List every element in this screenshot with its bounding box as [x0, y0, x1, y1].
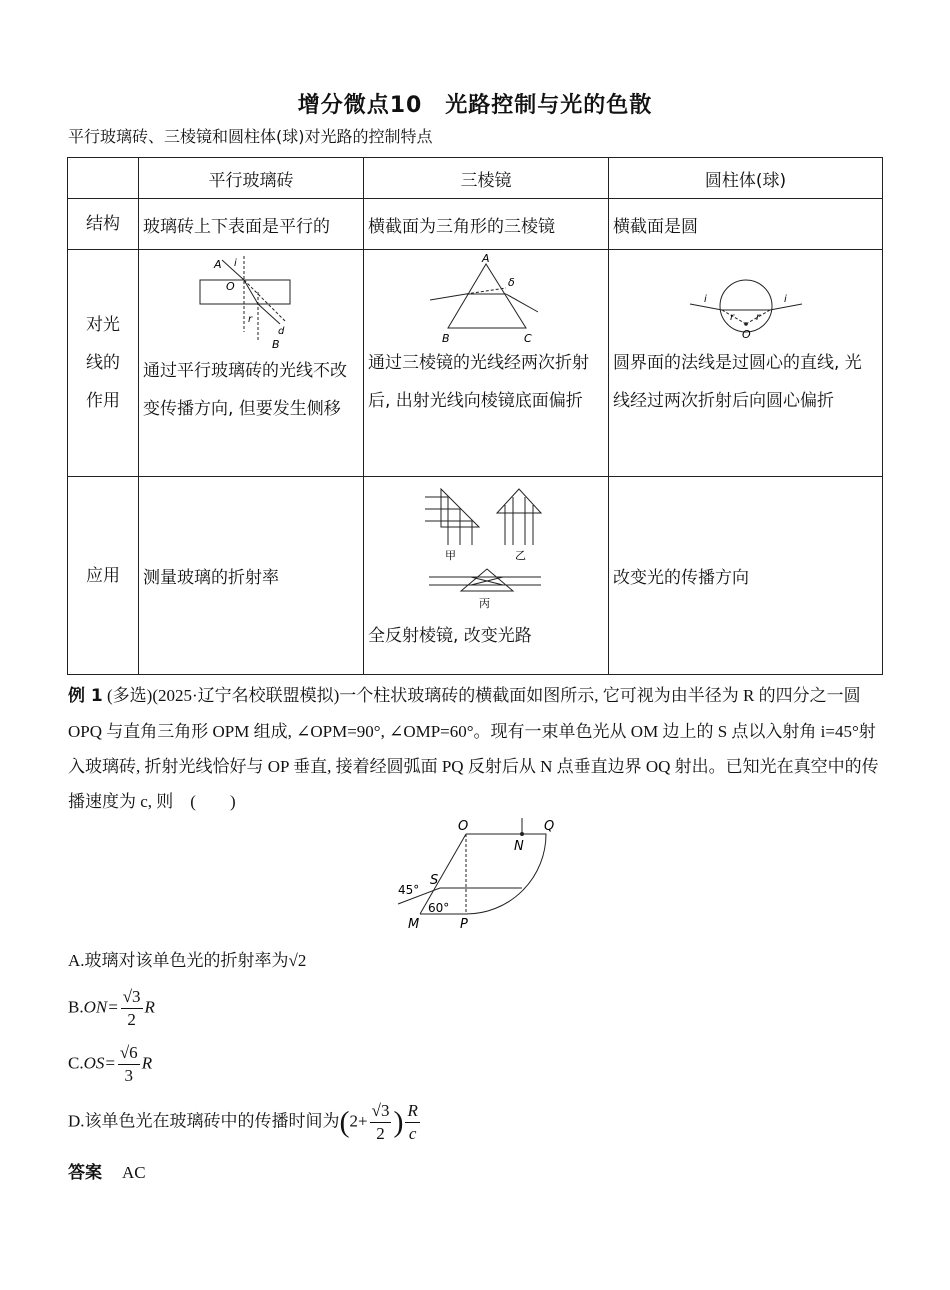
option-d-fraction: [370, 1100, 392, 1145]
option-a-text: A.玻璃对该单色光的折射率为: [68, 951, 289, 970]
option-b-prefix: B.: [68, 997, 84, 1017]
page-title: 增分微点10 光路控制与光的色散: [297, 93, 653, 118]
option-c: [68, 1042, 152, 1087]
effect-cylinder-text: 圆界面的法线是过圆心的直线, 光线经过两次折射后向圆心偏折: [613, 353, 862, 411]
application-prism-text: 全反射棱镜, 改变光路: [368, 626, 532, 646]
structure-cylinder: 横截面是圆: [609, 199, 883, 250]
fig-label-60: 60°: [428, 901, 450, 915]
effect-prism-text: 通过三棱镜的光线经两次折射后, 出射光线向棱镜底面偏折: [368, 353, 589, 411]
option-d-inner: 2+: [349, 1111, 368, 1131]
glass-label-a: A: [214, 258, 222, 271]
option-b-den: 2: [127, 1010, 136, 1029]
option-d-fraction2: [405, 1100, 419, 1145]
option-d-prefix: D.该单色光在玻璃砖中的传播时间为: [68, 1111, 340, 1131]
effect-cylinder: [609, 250, 883, 477]
cyl-label-r1: r: [729, 312, 734, 323]
cyl-label-i2: i: [783, 294, 787, 305]
option-c-num: √6: [118, 1042, 140, 1065]
header-glass-slab: 平行玻璃砖: [139, 158, 364, 199]
effect-label-line3: 作用: [86, 391, 120, 411]
prism-label-delta: δ: [508, 276, 515, 289]
answer-value: AC: [122, 1163, 146, 1182]
application-glass: 测量玻璃的折射率: [139, 477, 364, 675]
glass-label-o: O: [226, 280, 235, 293]
glass-slab-figure: [196, 252, 306, 352]
application-cylinder: 改变光的传播方向: [609, 477, 883, 675]
prism-label-b: B: [442, 332, 450, 344]
glass-label-r: r: [248, 314, 253, 325]
header-prism: 三棱镜: [364, 158, 609, 199]
fig-label-p: P: [460, 917, 468, 932]
fig-label-n: N: [514, 839, 524, 854]
option-d: [68, 1100, 422, 1145]
cylinder-figure: [686, 252, 806, 344]
table-header-row: [68, 158, 883, 199]
glass-label-i: i: [234, 258, 237, 269]
option-d-den2: c: [408, 1124, 417, 1143]
option-a: [68, 946, 306, 971]
comparison-table: [67, 157, 883, 675]
cyl-label-o: O: [741, 328, 751, 341]
option-d-num: √3: [370, 1100, 392, 1123]
table-row-structure: [68, 199, 883, 250]
option-c-suffix: R: [141, 1053, 153, 1073]
glass-label-d: d: [278, 326, 285, 337]
paren-left: (: [339, 1105, 350, 1139]
label-yi: 乙: [515, 549, 526, 562]
total-reflection-prism-figure: [421, 479, 551, 617]
option-d-num2: R: [405, 1100, 419, 1123]
table-row-effect: [68, 250, 883, 477]
example-label: 例 1: [68, 686, 103, 706]
option-b-fraction: [121, 986, 143, 1031]
option-b-suffix: R: [144, 997, 155, 1017]
option-b: [68, 986, 155, 1031]
header-cylinder: 圆柱体(球): [609, 158, 883, 199]
prism-label-a: A: [482, 252, 490, 265]
cyl-label-r2: r: [755, 312, 760, 323]
table-row-application: [68, 477, 883, 675]
paren-right: ): [393, 1105, 404, 1139]
structure-prism: 横截面为三角形的三棱镜: [364, 199, 609, 250]
prism-label-c: C: [524, 332, 532, 344]
effect-label-line2: 线的: [86, 353, 120, 373]
header-empty: [68, 158, 139, 199]
example-1: [68, 678, 884, 819]
option-c-prefix: C.: [68, 1053, 84, 1073]
structure-glass: 玻璃砖上下表面是平行的: [139, 199, 364, 250]
example-figure: [394, 816, 564, 934]
fig-label-q: Q: [544, 819, 555, 834]
effect-glass: [139, 250, 364, 477]
fig-label-45: 45°: [398, 883, 420, 897]
cyl-label-i1: i: [703, 294, 707, 305]
effect-label-line1: 对光: [86, 315, 120, 335]
glass-label-b: B: [272, 338, 280, 351]
answer-label: 答案: [68, 1163, 102, 1183]
answer: [68, 1158, 146, 1183]
option-c-fraction: [118, 1042, 140, 1087]
fig-label-o: O: [458, 819, 469, 834]
application-prism: [364, 477, 609, 675]
option-b-num: √3: [121, 986, 143, 1009]
label-bing: 丙: [479, 597, 490, 610]
row-label-structure: 结构: [68, 199, 139, 250]
fig-label-m: M: [408, 917, 420, 932]
effect-prism: [364, 250, 609, 477]
option-c-lhs: OS=: [83, 1053, 116, 1073]
option-b-lhs: ON=: [83, 997, 119, 1017]
option-c-den: 3: [124, 1066, 134, 1085]
effect-glass-text: 通过平行玻璃砖的光线不改变传播方向, 但要发生侧移: [143, 361, 347, 419]
label-jia: 甲: [445, 549, 456, 562]
example-text: (多选)(2025·辽宁名校联盟模拟)一个柱状玻璃砖的横截面如图所示, 它可视为由半径为 R 的四分之一圆 OPQ 与直角三角形 OPM 组成, ∠OPM=90°, ∠OMP=60°。现有一束单色光从 OM 边上的 S 点以入射角 i=45°射入玻璃砖, 折射光线恰好与 OP 垂直, 接着经圆弧面 PQ 反射后从 N 点垂直边界 OQ 射出。已知光在真空中的传播速度为 c, 则 ( ): [68, 686, 879, 811]
prism-figure: [426, 252, 546, 344]
section-subtitle: 平行玻璃砖、三棱镜和圆柱体(球)对光路的控制特点: [68, 127, 433, 146]
row-label-application: 应用: [68, 477, 139, 675]
option-d-den: 2: [376, 1124, 385, 1143]
row-label-effect: [68, 250, 139, 477]
fig-label-s: S: [430, 873, 439, 888]
option-a-value: √2: [288, 951, 307, 970]
